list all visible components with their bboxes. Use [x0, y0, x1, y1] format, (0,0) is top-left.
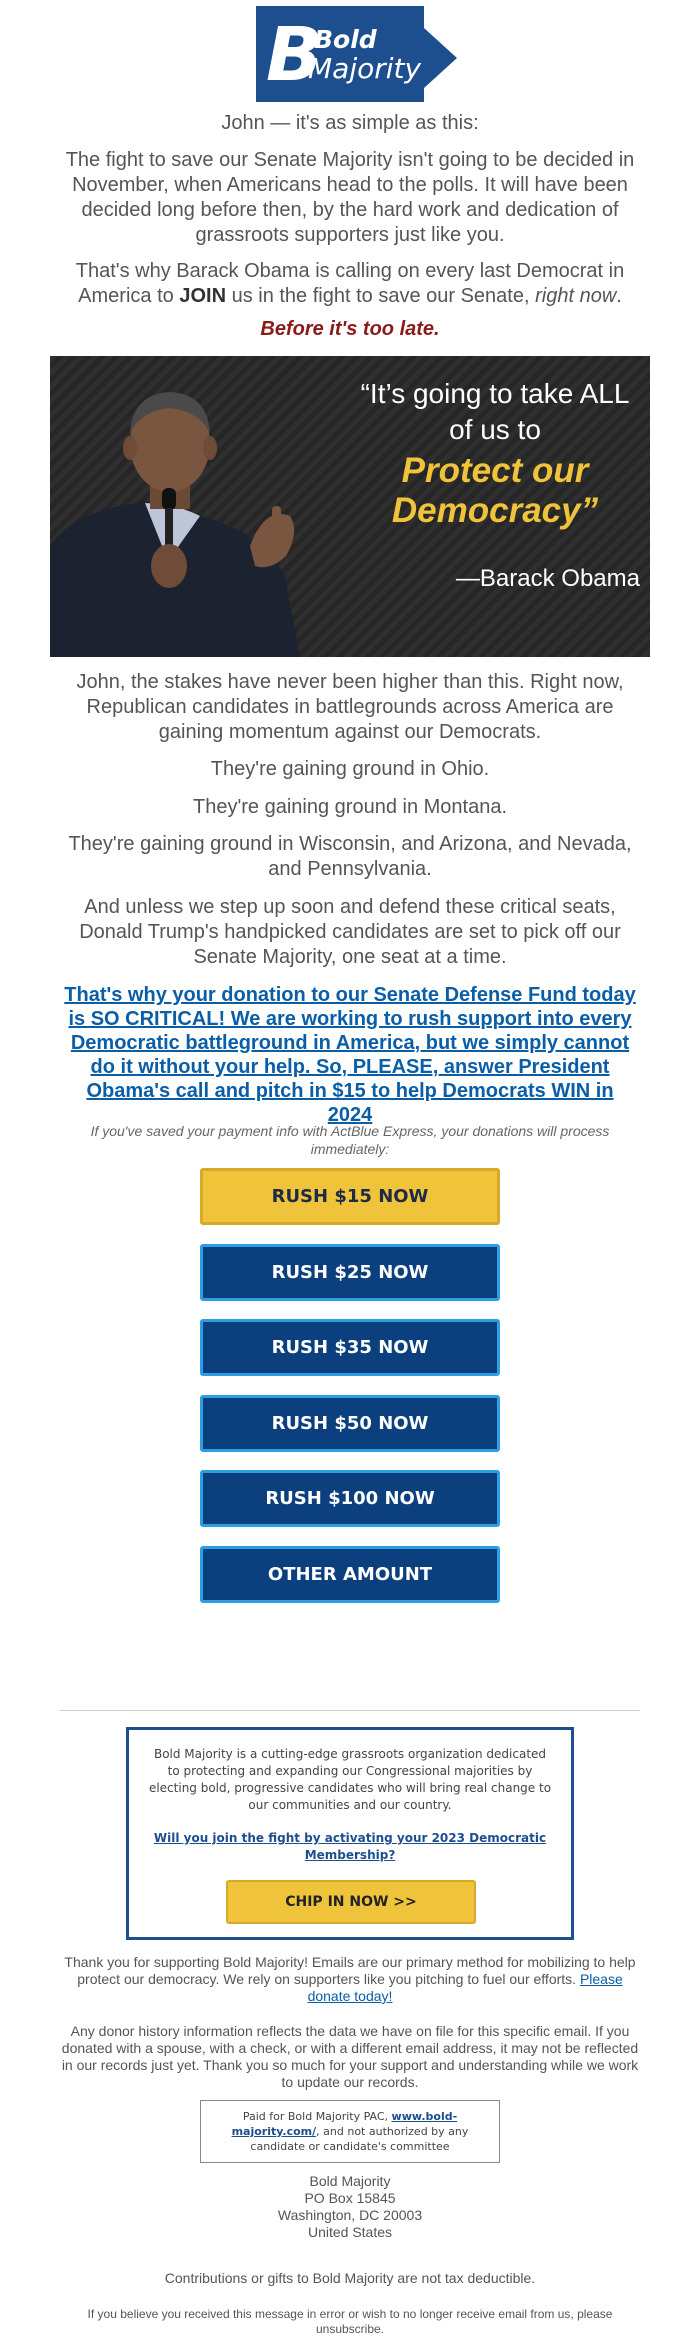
donation-critical-link[interactable]: That's why your donation to our Senate Defense Fund today is SO CRITICAL! We are working to rush support into every Democratic battleground in America, but we simply cannot do it without your help. So, PLEASE, answer President Obama's call and pitch in $15 to help Democrats WIN in 2024: [64, 984, 636, 1126]
body-paragraph-stakes: John, the stakes have never been higher than this. Right now, Republican candidates in battlegrounds across America are gaining momentum against our Democrats.: [76, 671, 624, 743]
logo-line2: Majority: [308, 52, 422, 85]
hero-quote: “It’s going to take ALL of us to Protect our Democracy”: [360, 378, 630, 530]
greeting: John — it's as simple as this:: [221, 112, 479, 134]
actblue-note: If you've saved your payment info with ActBlue Express, your donations will process immediately:: [90, 1123, 610, 1157]
obama-quote-banner[interactable]: [50, 356, 650, 657]
hero-attribution: —Barack Obama: [455, 565, 640, 592]
footer-donor-history: Any donor history information reflects the data we have on file for this specific email. If you donated with a spouse, with a check, or with a different email address, it may not be reflected in our records just yet. Thank you so much for your support and understanding while we work to update our records.: [61, 2023, 639, 2090]
body-paragraph-states: They're gaining ground in Wisconsin, and Arizona, and Nevada, and Pennsylvania.: [68, 833, 632, 880]
other-amount-button[interactable]: OTHER AMOUNT: [200, 1546, 500, 1603]
body-paragraph-seats: And unless we step up soon and defend these critical seats, Donald Trump's handpicked candidates are set to pick off our Senate Majority, one seat at a time.: [79, 896, 621, 968]
address-country: United States: [307, 2224, 393, 2240]
footer-thanks: Thank you for supporting Bold Majority! Emails are our primary method for mobilizing to help protect our democracy. We rely on supporters like you pitching to fuel our efforts. Please donate today!: [64, 1954, 636, 2004]
membership-box: [126, 1727, 574, 1940]
address-street: PO Box 15845: [304, 2190, 396, 2206]
donate-today-link[interactable]: Please donate today!: [307, 1971, 623, 2004]
obama-photo: [50, 356, 350, 657]
right-now-emphasis: right now: [535, 285, 617, 307]
join-emphasis: JOIN: [179, 285, 227, 307]
unsubscribe-notice[interactable]: If you believe you received this message in error or wish to no longer receive email from us, please unsubscribe.: [87, 2307, 613, 2336]
tax-notice: Contributions or gifts to Bold Majority are not tax deductible.: [164, 2270, 536, 2286]
paid-for-disclaimer: Paid for Bold Majority PAC, www.bold-majority.com/, and not authorized by any candidate or candidate's committee: [200, 2100, 500, 2163]
before-too-late: Before it's too late.: [260, 318, 440, 340]
rush-50-button[interactable]: RUSH $50 NOW: [200, 1395, 500, 1452]
logo-line1: Bold: [314, 25, 377, 54]
body-paragraph-montana: They're gaining ground in Montana.: [192, 796, 508, 818]
chip-in-button[interactable]: CHIP IN NOW >>: [226, 1880, 476, 1924]
rush-35-button[interactable]: RUSH $35 NOW: [200, 1319, 500, 1376]
intro-paragraph-2: That's why Barack Obama is calling on every last Democrat in America to JOIN us in the fight to save our Senate, right now.: [75, 260, 625, 307]
bold-majority-logo[interactable]: [244, 6, 457, 102]
rush-100-button[interactable]: RUSH $100 NOW: [200, 1470, 500, 1527]
body-paragraph-ohio: They're gaining ground in Ohio.: [210, 758, 490, 780]
intro-paragraph-1: The fight to save our Senate Majority isn't going to be decided in November, when Americans head to the polls. It will have been decided long before then, by the hard work and dedication of grassroots supporters just like you.: [65, 149, 635, 246]
divider: [60, 1710, 640, 1711]
rush-25-button[interactable]: RUSH $25 NOW: [200, 1244, 500, 1301]
mailing-address: [0, 2173, 700, 2241]
rush-15-button[interactable]: RUSH $15 NOW: [200, 1168, 500, 1225]
address-org: Bold Majority: [309, 2173, 391, 2189]
website-link[interactable]: www.bold-majority.com/: [231, 2110, 458, 2138]
logo-mark: B: [266, 12, 323, 98]
membership-text: Bold Majority is a cutting-edge grassroots organization dedicated to protecting and expanding our Congressional majorities by electing bold, progressive candidates who will bring real change to our communities and our country.: [148, 1747, 552, 1812]
membership-link[interactable]: Will you join the fight by activating your 2023 Democratic Membership?: [153, 1831, 547, 1862]
address-city: Washington, DC 20003: [277, 2207, 423, 2223]
